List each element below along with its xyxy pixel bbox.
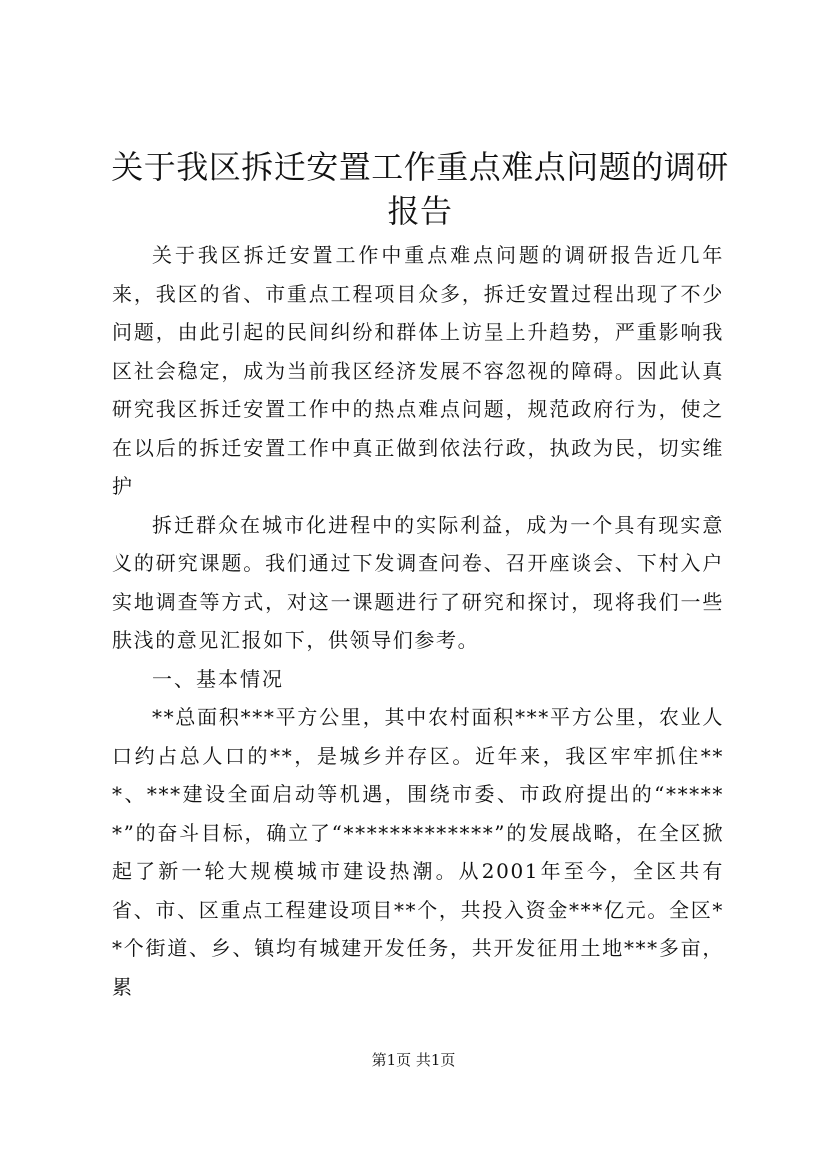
paragraph-intro: 关于我区拆迁安置工作中重点难点问题的调研报告近几年来，我区的省、市重点工程项目众多，拆迁安置过程出现了不少问题，由此引起的民间纠纷和群体上访呈上升趋势，严重影响我区社会稳定，成为当前我区经济发展不容忽视的障碍。因此认真研究我区拆迁安置工作中的热点难点问题，规范政府行为，使之在以后的拆迁安置工作中真正做到依法行政，执政为民，切实维护: [112, 243, 724, 498]
paragraph-basic-situation: **总面积***平方公里，其中农村面积***平方公里，农业人口约占总人口的**，是城乡并存区。近年来，我区牢牢抓住***、***建设全面启动等机遇，围绕市委、市政府提出的“******”的奋斗目标，确立了“*************”的发展战略，在全区掀起了新一轮大规模城市建设热潮。从2001年至今，全区共有省、市、区重点工程建设项目**个，共投入资金***亿元。全区**个街道、乡、镇均有城建开发任务，共开发征用土地***多亩，累: [112, 705, 724, 999]
section-heading-basic-situation: 一、基本情况: [152, 666, 284, 691]
document-body: [112, 236, 724, 1006]
page-footer: 第1页 共1页: [371, 1051, 456, 1069]
document-title: 关于我区拆迁安置工作重点难点问题的调研报告: [111, 148, 729, 230]
paragraph-research-method: 拆迁群众在城市化进程中的实际利益，成为一个具有现实意义的研究课题。我们通过下发调查问卷、召开座谈会、下村入户实地调查等方式，对这一课题进行了研究和探讨，现将我们一些肤浅的意见汇报如下，供领导们参考。: [112, 512, 724, 652]
